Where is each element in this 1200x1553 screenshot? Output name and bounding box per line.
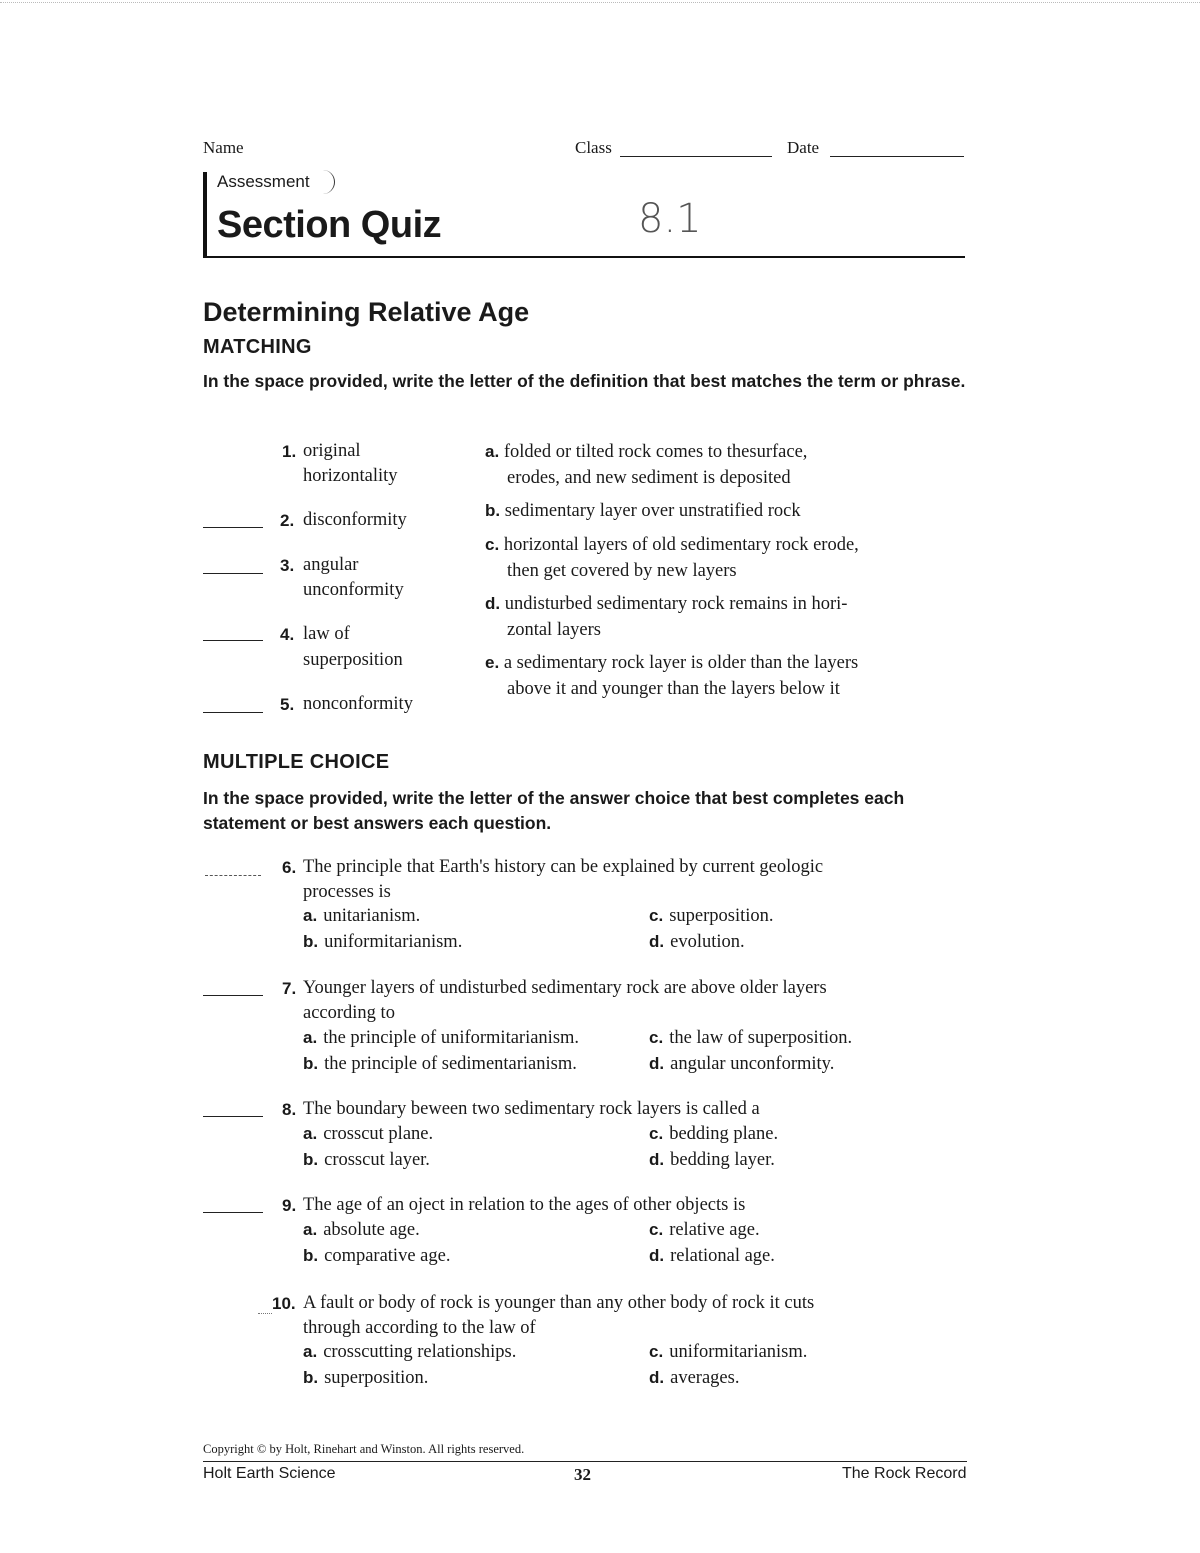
option-d: d. angular unconformity. xyxy=(649,1054,835,1074)
answer-blank[interactable] xyxy=(205,875,261,877)
term-text: nonconformity xyxy=(303,694,413,714)
question-number: 7. xyxy=(282,979,297,998)
matching-heading: MATCHING xyxy=(203,336,312,358)
copyright-notice: Copyright © by Holt, Rinehart and Winston. All rights reserved. xyxy=(203,1442,525,1456)
page-number: 32 xyxy=(574,1465,591,1484)
footer-rule xyxy=(203,1461,967,1462)
question-text: Younger layers of undisturbed sedimentary rock are above older layers xyxy=(303,978,827,998)
date-field[interactable] xyxy=(830,156,964,157)
answer-blank[interactable] xyxy=(203,1212,263,1213)
definition-d-cont: zontal layers xyxy=(507,620,601,640)
assessment-label: Assessment xyxy=(217,172,310,191)
option-b: b. comparative age. xyxy=(303,1246,451,1266)
option-a: a. unitarianism. xyxy=(303,906,421,926)
question-text: The boundary beween two sedimentary rock layers is called a xyxy=(303,1099,760,1119)
option-c: c. the law of superposition. xyxy=(649,1028,853,1048)
definition-a-cont: erodes, and new sediment is deposited xyxy=(507,468,791,488)
book-title: Holt Earth Science xyxy=(203,1465,336,1482)
term-text: horizontality xyxy=(303,466,398,486)
option-c: c. superposition. xyxy=(649,906,774,926)
question-text: through according to the law of xyxy=(303,1318,536,1338)
definition-e: e. a sedimentary rock layer is older than the layers xyxy=(485,653,859,673)
term-text: unconformity xyxy=(303,580,404,600)
question-text: according to xyxy=(303,1003,395,1023)
option-d: d. averages. xyxy=(649,1368,740,1388)
term-number: 2. xyxy=(280,511,295,530)
term-text: angular xyxy=(303,555,359,575)
term-number: 5. xyxy=(280,695,295,714)
option-d: d. bedding layer. xyxy=(649,1150,775,1170)
question-text: A fault or body of rock is younger than any other body of rock it cuts xyxy=(303,1293,815,1313)
definition-d: d. undisturbed sedimentary rock remains in hori- xyxy=(485,594,848,614)
definition-e-cont: above it and younger than the layers below it xyxy=(507,679,840,699)
question-number: 10. xyxy=(272,1294,296,1313)
title-bar xyxy=(203,172,207,256)
answer-blank[interactable] xyxy=(203,527,263,528)
question-number: 6. xyxy=(282,858,297,877)
question-number: 8. xyxy=(282,1100,297,1119)
multiple-choice-heading: MULTIPLE CHOICE xyxy=(203,751,390,773)
option-b: b. superposition. xyxy=(303,1368,429,1388)
term-text: superposition xyxy=(303,650,403,670)
term-number: 4. xyxy=(280,625,295,644)
assessment-bracket xyxy=(320,170,335,194)
page-title: Section Quiz xyxy=(217,204,442,246)
answer-blank[interactable] xyxy=(203,712,263,713)
answer-blank[interactable] xyxy=(203,1116,263,1117)
name-label: Name xyxy=(203,138,244,157)
term-number: 3. xyxy=(280,556,295,575)
option-a: a. crosscut plane. xyxy=(303,1124,434,1144)
scan-artifact xyxy=(0,2,1200,4)
title-rule xyxy=(203,256,965,258)
answer-blank[interactable] xyxy=(203,573,263,574)
section-title: Determining Relative Age xyxy=(203,297,530,327)
definition-b: b. sedimentary layer over unstratified rock xyxy=(485,501,801,521)
option-c: c. relative age. xyxy=(649,1220,760,1240)
definition-c: c. horizontal layers of old sedimentary rock erode, xyxy=(485,535,859,555)
option-b: b. uniformitarianism. xyxy=(303,932,463,952)
term-text: original xyxy=(303,441,361,461)
option-a: a. crosscutting relationships. xyxy=(303,1342,517,1362)
term-text: law of xyxy=(303,624,350,644)
question-text: The age of an oject in relation to the ages of other objects is xyxy=(303,1195,746,1215)
option-a: a. the principle of uniformitarianism. xyxy=(303,1028,580,1048)
option-a: a. absolute age. xyxy=(303,1220,420,1240)
question-text: processes is xyxy=(303,882,391,902)
class-label: Class xyxy=(575,138,612,157)
question-text: The principle that Earth's history can be explained by current geologic xyxy=(303,857,824,877)
matching-instructions: In the space provided, write the letter of the definition that best matches the term or phrase. xyxy=(203,371,966,391)
option-d: d. relational age. xyxy=(649,1246,775,1266)
chapter-title: The Rock Record xyxy=(842,1465,967,1482)
option-b: b. crosscut layer. xyxy=(303,1150,430,1170)
answer-blank[interactable] xyxy=(203,995,263,996)
option-b: b. the principle of sedimentarianism. xyxy=(303,1054,577,1074)
multiple-choice-instructions: In the space provided, write the letter of the answer choice that best completes each statement or best answers each question. xyxy=(203,788,905,833)
question-number: 9. xyxy=(282,1196,297,1215)
date-label: Date xyxy=(787,138,820,157)
option-c: c. bedding plane. xyxy=(649,1124,779,1144)
answer-blank[interactable] xyxy=(258,1313,272,1315)
handwritten-note: 8.1 xyxy=(638,196,702,242)
definition-a: a. folded or tilted rock comes to thesurface, xyxy=(485,442,808,462)
definition-c-cont: then get covered by new layers xyxy=(507,561,737,581)
term-text: disconformity xyxy=(303,510,407,530)
term-number: 1. xyxy=(282,442,297,461)
class-field[interactable] xyxy=(620,156,772,157)
answer-blank[interactable] xyxy=(203,640,263,641)
option-d: d. evolution. xyxy=(649,932,745,952)
option-c: c. uniformitarianism. xyxy=(649,1342,808,1362)
